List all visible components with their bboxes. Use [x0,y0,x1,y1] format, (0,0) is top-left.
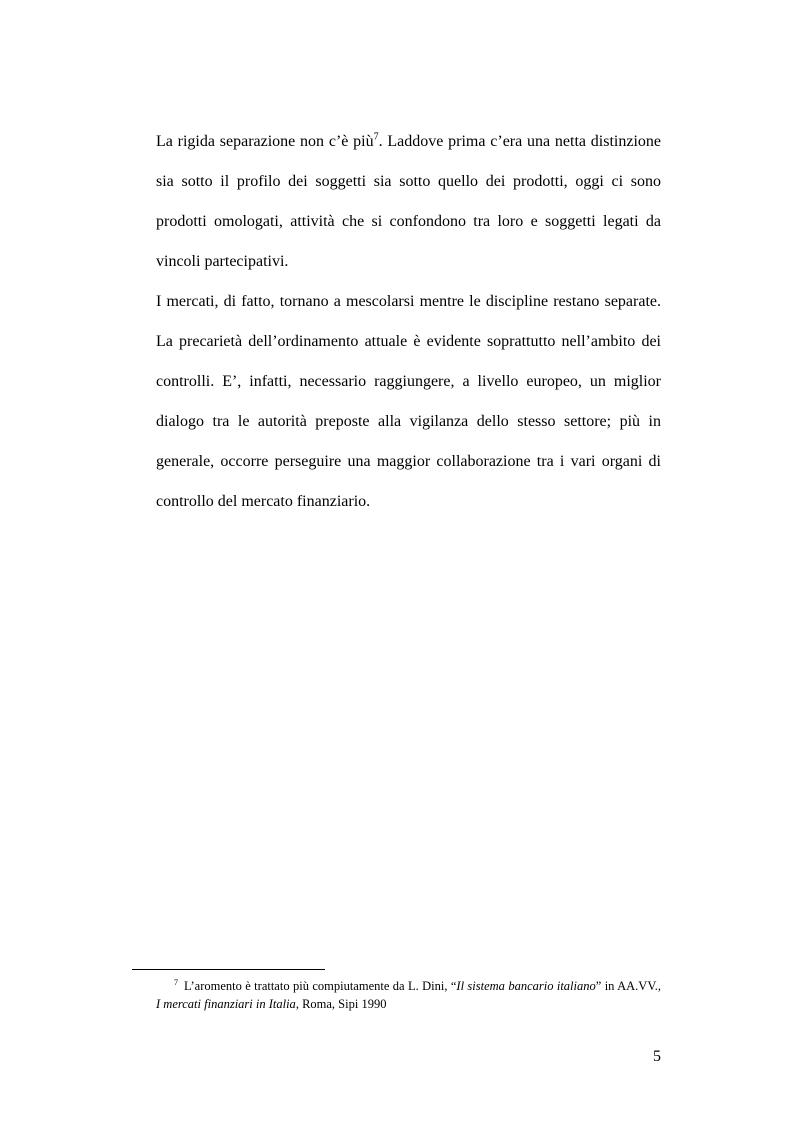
paragraph-2: I mercati, di fatto, tornano a mescolarsi mentre le discipline restano separate. La precarietà dell’ordinamento attuale è evidente soprattutto nell’ambito dei controlli. E’, infatti, necessario raggiungere, a livello europeo, un miglior dialogo tra le autorità preposte alla vigilanza dello stesso settore; più in generale, occorre perseguire una maggior collaborazione tra i vari organi di controllo del mercato finanziario. [156,293,661,510]
paragraph-1 [156,122,661,282]
footnote-text-2: ” in AA.VV., [595,979,661,993]
footnote-reference[interactable]: 7 [373,131,379,143]
page-number: 5 [653,1048,661,1065]
footnote-text-3: , Roma, Sipi 1990 [295,997,387,1011]
main-text [156,122,661,522]
paragraph-1-start: La rigida separazione non c’è più [156,133,374,150]
paragraph-1-end: . Laddove prima c’era una netta distinzione sia sotto il profilo dei soggetti sia sotto quello dei prodotti, oggi ci sono prodotti omologati, attività che si confondono tra loro e soggetti legati da vincoli partecipativi. [156,133,661,270]
footnote-separator [132,969,325,970]
footnote-text-1: L’aromento è trattato più compiutamente da L. Dini, “ [184,979,457,993]
footnote: $^7$ L’aromento è trattato più compiutamente da L. Dini, “Il sistema bancario italiano” in AA.VV., I mercati finanziari in Italia, Roma, Sipi 1990 [156,977,661,1011]
footnote-title-1: Il sistema bancario italiano [456,979,596,993]
footnote-title-2: I mercati finanziari in Italia [156,997,296,1011]
